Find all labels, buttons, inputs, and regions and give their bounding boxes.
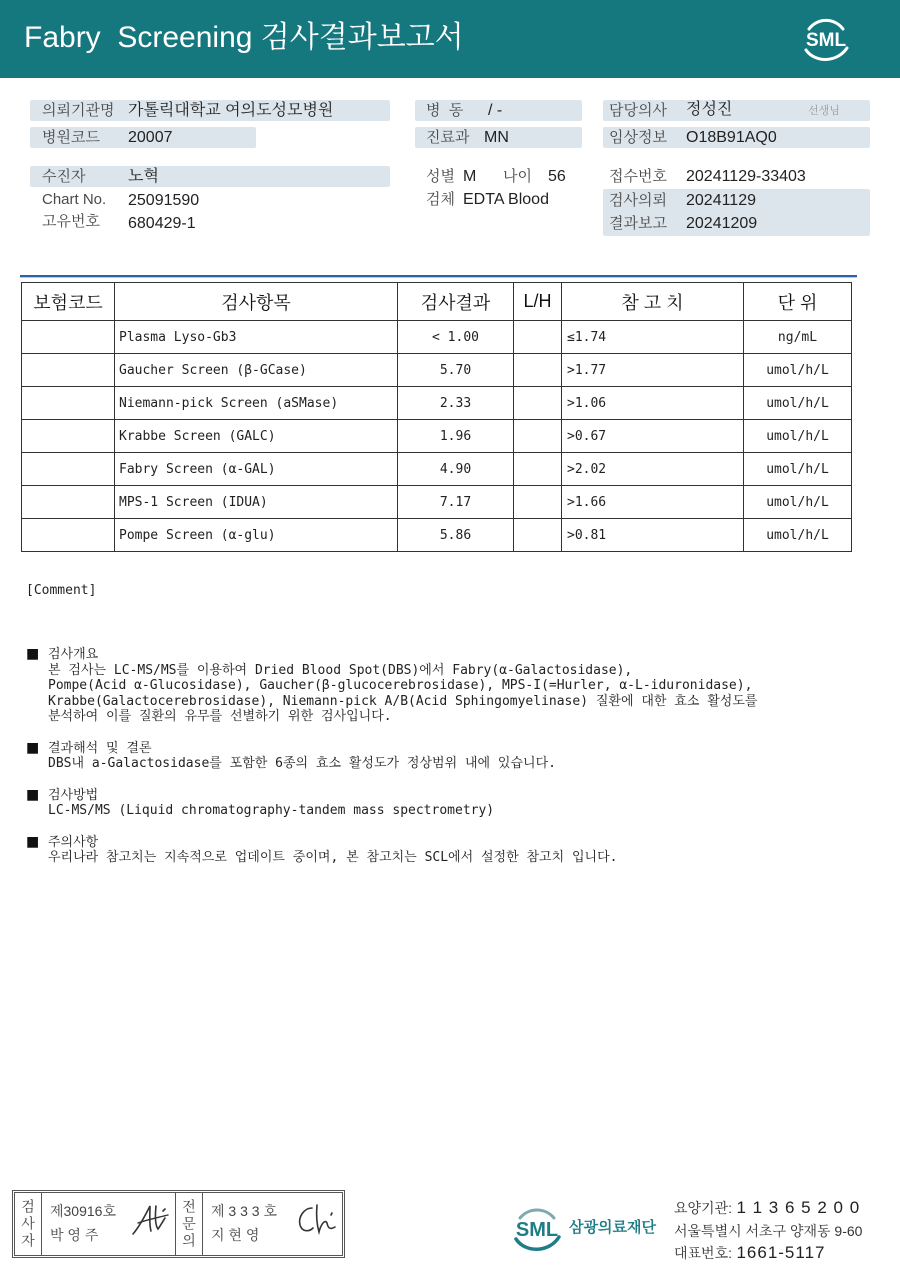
col-header-test-item: 검사항목 [115,283,398,321]
request-date-label: 검사의뢰 [609,192,667,209]
table-row [22,486,852,519]
insurance-code-cell [22,321,115,354]
insurance-code-cell [22,519,115,552]
unit-cell: umol/h/L [744,519,852,552]
sml-logo-text: SML [805,30,847,51]
results-table [21,282,852,552]
specialist-role-cell [176,1193,203,1255]
specimen-value: EDTA Blood [463,191,549,208]
test-item-cell: MPS-1 Screen (IDUA) [115,486,398,519]
specimen-label: 검체 [426,191,455,208]
section-overview [26,647,886,725]
report-date-label: 결과보고 [609,215,667,232]
result-cell: < 1.00 [398,321,514,354]
comment-title: [Comment] [26,583,97,598]
reference-cell: >2.02 [562,453,744,486]
doctor-value: 정성진 [686,101,733,118]
hospital-code-label: 병원코드 [42,129,100,146]
lh-cell [514,453,562,486]
section-text-line: Pompe(Acid α-Glucosidase), Gaucher(β-glucocerebrosidase), MPS-I(=Hurler, α-L-iduronidase), [48,678,753,693]
result-cell: 5.70 [398,354,514,387]
result-cell: 2.33 [398,387,514,420]
insurance-code-cell [22,354,115,387]
col-header-lh: L/H [514,283,562,321]
test-item-cell: Gaucher Screen (β-GCase) [115,354,398,387]
address-line [674,1220,862,1243]
footer-logo-text: SML [515,1219,559,1241]
test-item-cell: Fabry Screen (α-GAL) [115,453,398,486]
examiner-license: 제30916호 [50,1203,116,1219]
age-value: 56 [548,168,566,185]
col-header-unit: 단 위 [744,283,852,321]
department-label: 진료과 [426,129,470,146]
table-row [22,453,852,486]
phone-label: 대표번호: [674,1245,732,1261]
table-row [22,387,852,420]
section-text-line: DBS내 a-Galactosidase를 포함한 6종의 효소 활성도가 정상범위 내에 있습니다. [48,756,556,771]
table-row [22,519,852,552]
reference-cell: >0.81 [562,519,744,552]
ward-label: 병 동 [426,102,464,119]
test-item-cell: Plasma Lyso-Gb3 [115,321,398,354]
reference-cell: ≤1.74 [562,321,744,354]
receipt-no-value: 20241129-33403 [686,168,806,185]
sex-value: M [463,168,477,185]
chart-no-value: 25091590 [128,192,200,209]
age-label: 나이 [503,168,532,185]
organization-address: 서울특별시 서초구 양재동 9-60 [674,1223,863,1239]
doctor-label: 담당의사 [609,102,667,119]
square-bullet-icon: ■ [26,786,40,803]
unique-no-value: 680429-1 [128,215,196,232]
section-text-line: LC-MS/MS (Liquid chromatography-tandem mass spectrometry) [48,803,495,818]
specialist-license: 제 3 3 3 호 [211,1203,277,1219]
chart-no-label: Chart No. [42,191,107,208]
table-row [22,354,852,387]
lh-cell [514,387,562,420]
section-text-line: Krabbe(Galactocerebrosidase), Niemann-pick A/B(Acid Sphingomyelinase) 질환에 대한 효소 활성도를 [48,693,758,709]
col-header-insurance-code: 보험코드 [22,283,115,321]
examiner-role-cell [15,1193,42,1255]
insurance-code-cell [22,387,115,420]
section-text-line: 분석하여 이를 질환의 유무를 선별하기 위한 검사입니다. [48,709,392,724]
section-heading: 주의사항 [48,834,99,850]
reference-cell: >0.67 [562,420,744,453]
clinical-info-label: 임상정보 [609,129,667,146]
test-item-cell: Niemann-pick Screen (aSMase) [115,387,398,420]
phone-value: 1661-5117 [736,1243,826,1262]
examiner-signature-icon [130,1201,172,1241]
result-cell: 7.17 [398,486,514,519]
specialist-role: 전문의 [181,1198,197,1250]
examiner-name: 박 영 주 [50,1227,99,1243]
insurance-code-cell [22,453,115,486]
section-text-line: 본 검사는 LC-MS/MS를 이용하여 Dried Blood Spot(DBS)에서 Fabry(α-Galactosidase), [48,662,633,678]
ward-value: / - [488,102,503,119]
col-header-reference: 참 고 치 [562,283,744,321]
signature-box [12,1190,345,1258]
report-header [0,0,900,78]
result-cell: 1.96 [398,420,514,453]
institution-label: 의뢰기관명 [42,102,115,119]
receipt-no-label: 접수번호 [609,168,667,185]
unit-cell: umol/h/L [744,387,852,420]
sml-foundation-logo-icon [507,1198,567,1258]
request-date-value: 20241129 [686,192,756,209]
square-bullet-icon: ■ [26,646,40,662]
examiner-cell [42,1193,176,1255]
unique-no-label: 고유번호 [42,213,100,230]
section-text-line: 우리나라 참고치는 지속적으로 업데이트 중이며, 본 참고치는 SCL에서 설정한 참고치 입니다. [48,850,618,865]
lh-cell [514,486,562,519]
unit-cell: ng/mL [744,321,852,354]
examiner-role: 검사자 [20,1198,36,1250]
unit-cell: umol/h/L [744,354,852,387]
section-divider [20,275,857,278]
institution-code-value: 1 1 3 6 5 2 0 0 [736,1198,861,1217]
phone-line [674,1242,826,1265]
specialist-signature-icon [295,1201,337,1241]
section-heading: 검사개요 [48,647,99,662]
patient-label: 수진자 [42,168,86,185]
section-heading: 검사방법 [48,787,99,803]
lh-cell [514,519,562,552]
table-header-row [22,283,852,321]
unit-cell: umol/h/L [744,420,852,453]
organization-name: 삼광의료재단 [569,1219,656,1236]
report-date-value: 20241209 [686,215,758,232]
clinical-info-value: O18B91AQ0 [686,129,777,146]
reference-cell: >1.77 [562,354,744,387]
lh-cell [514,420,562,453]
table-row [22,420,852,453]
section-interpretation [26,741,886,772]
specialist-cell [203,1193,342,1255]
lh-cell [514,321,562,354]
section-caution [26,835,886,866]
department-value: MN [484,129,509,146]
section-method [26,788,886,819]
unit-cell: umol/h/L [744,486,852,519]
test-item-cell: Pompe Screen (α-glu) [115,519,398,552]
institution-code-label: 요양기관: [674,1200,732,1216]
insurance-code-cell [22,420,115,453]
square-bullet-icon: ■ [26,833,40,850]
table-row [22,321,852,354]
doctor-suffix: 선생님 [808,105,840,117]
insurance-code-cell [22,486,115,519]
result-cell: 5.86 [398,519,514,552]
unit-cell: umol/h/L [744,453,852,486]
col-header-result: 검사결과 [398,283,514,321]
institution-value: 가톨릭대학교 여의도성모병원 [128,102,334,119]
reference-cell: >1.66 [562,486,744,519]
lh-cell [514,354,562,387]
patient-value: 노혁 [128,168,159,185]
specialist-name: 지 현 영 [211,1227,260,1243]
report-title: Fabry Screening 검사결과보고서 [24,21,464,54]
institution-code-line [674,1197,860,1220]
section-heading: 결과해석 및 결론 [48,740,152,756]
square-bullet-icon: ■ [26,739,40,756]
reference-cell: >1.06 [562,387,744,420]
comment-sections [26,647,886,882]
test-item-cell: Krabbe Screen (GALC) [115,420,398,453]
hospital-code-value: 20007 [128,129,173,146]
result-cell: 4.90 [398,453,514,486]
sex-label: 성별 [426,168,455,185]
sml-logo-icon [797,10,855,68]
